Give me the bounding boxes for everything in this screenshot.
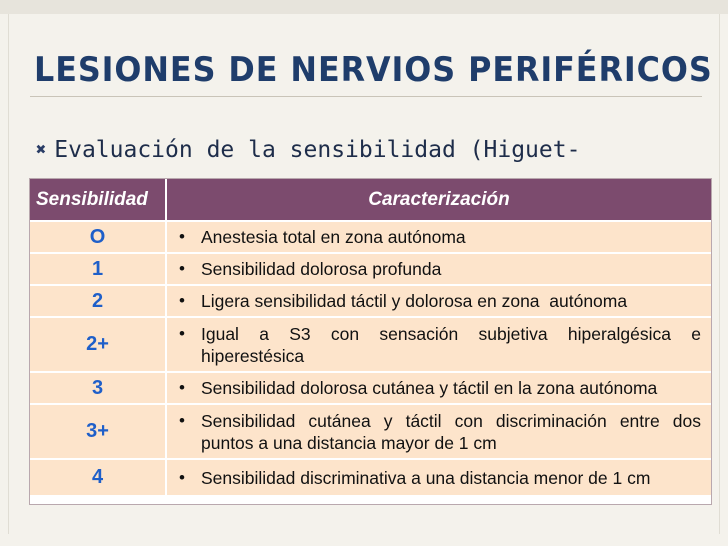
grade-cell: 3 xyxy=(30,372,166,404)
description-line: Igual a S3 con sensación subjetiva hiperalgésica e xyxy=(201,323,701,344)
table-row xyxy=(30,253,711,285)
description-text: Anestesia total en zona autónoma xyxy=(201,227,466,247)
description-line: hiperestésica xyxy=(201,345,305,366)
description-line: puntos a una distancia mayor de 1 cm xyxy=(201,432,497,453)
description-text: Sensibilidad dolorosa cutánea y táctil en la zona autónoma xyxy=(201,378,658,398)
header-caracterizacion: Caracterización xyxy=(166,179,711,221)
description-cell xyxy=(166,221,711,253)
grade-cell: 3+ xyxy=(30,404,166,459)
grade-cell: 2 xyxy=(30,285,166,317)
grade-cell: 1 xyxy=(30,253,166,285)
bullet-dot-icon: • xyxy=(179,467,185,487)
grade-cell: 4 xyxy=(30,459,166,495)
description-cell xyxy=(166,253,711,285)
description-cell xyxy=(166,285,711,317)
table-row xyxy=(30,459,711,495)
description-text: Ligera sensibilidad táctil y dolorosa en zona autónoma xyxy=(201,291,628,311)
bullet-dot-icon: • xyxy=(179,378,185,397)
header-sensibilidad: Sensibilidad xyxy=(30,179,166,221)
bullet-text: Evaluación de la sensibilidad (Higuet- xyxy=(54,137,581,163)
slide-top-band xyxy=(0,0,728,14)
description-cell xyxy=(166,459,711,495)
description-line: Sensibilidad cutánea y táctil con discriminación entre dos xyxy=(201,410,701,431)
table-row xyxy=(30,404,711,459)
table-row xyxy=(30,221,711,253)
slide-right-edge xyxy=(719,14,720,534)
slide-left-edge xyxy=(8,14,9,534)
table-row xyxy=(30,317,711,372)
slide-title: LESIONES DE NERVIOS PERIFÉRICOS xyxy=(34,50,713,90)
description-cell xyxy=(166,404,711,459)
bullet-point xyxy=(36,137,580,163)
x-bullet-icon: ✖ xyxy=(36,140,47,160)
bullet-dot-icon: • xyxy=(179,323,185,343)
sensibility-table xyxy=(29,178,712,505)
description-cell xyxy=(166,372,711,404)
grade-cell: 2+ xyxy=(30,317,166,372)
table-header-row xyxy=(30,179,711,221)
description-text: Sensibilidad dolorosa profunda xyxy=(201,259,442,279)
title-divider xyxy=(30,96,702,97)
bullet-dot-icon: • xyxy=(179,227,185,246)
bullet-dot-icon: • xyxy=(179,259,185,278)
table-row xyxy=(30,285,711,317)
description-text xyxy=(201,410,701,454)
bullet-dot-icon: • xyxy=(179,291,185,310)
bullet-dot-icon: • xyxy=(179,410,185,430)
table-row xyxy=(30,372,711,404)
description-text xyxy=(201,323,701,367)
grade-cell: O xyxy=(30,221,166,253)
description-cell xyxy=(166,317,711,372)
description-text: Sensibilidad discriminativa a una distancia menor de 1 cm xyxy=(201,467,651,488)
